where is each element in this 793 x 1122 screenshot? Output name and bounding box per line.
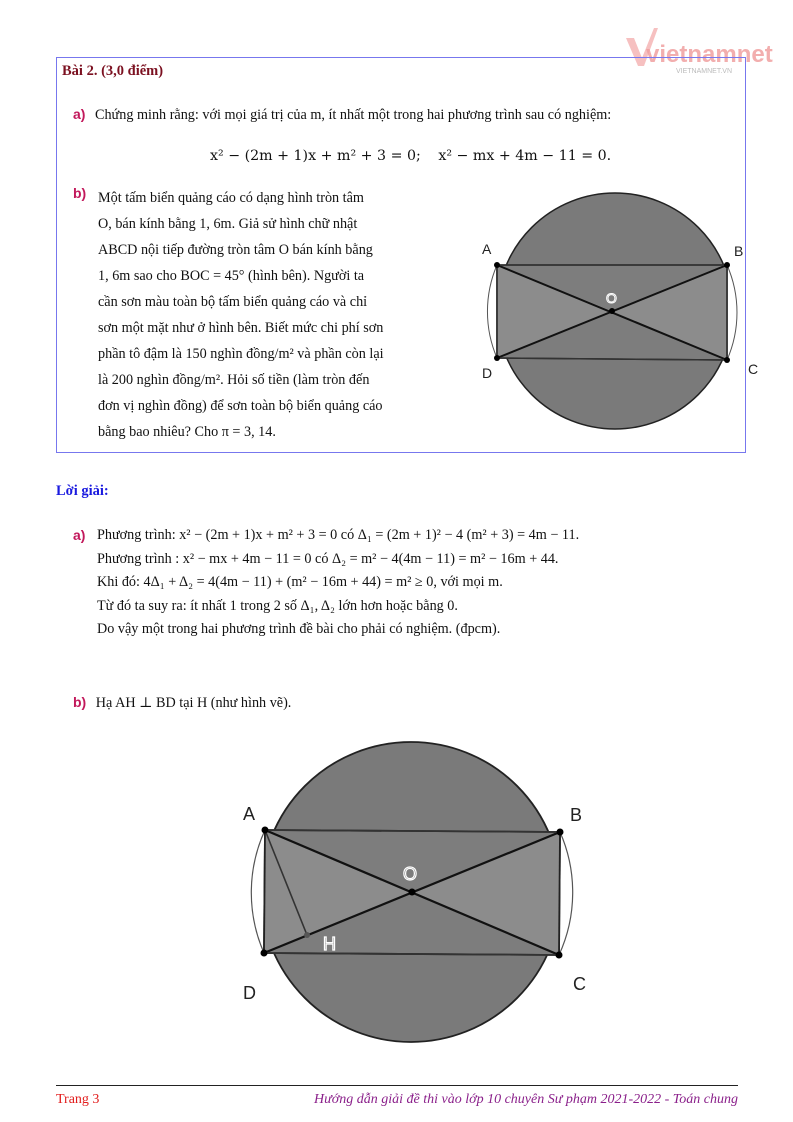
solution-figure: [230, 720, 610, 1060]
part-a-text: Chứng minh rằng: với mọi giá trị của m, ít nhất một trong hai phương trình sau có nghiệm:: [95, 107, 612, 123]
part-a-label: a): [73, 106, 86, 122]
label-o: O: [606, 290, 617, 306]
part-b-line: phần tô đậm là 150 nghìn đồng/m² và phần còn lại: [98, 346, 384, 362]
point-d: [494, 355, 500, 361]
problem-equations: [210, 148, 611, 165]
point-o: [409, 889, 416, 896]
label-a: A: [243, 804, 256, 824]
footer-divider: [56, 1085, 738, 1086]
solution-line: Từ đó ta suy ra: ít nhất 1 trong 2 số Δ₁, Δ₂ lớn hơn hoặc bằng 0.: [97, 597, 458, 614]
solution-line: Phương trình : x² − mx + 4m − 11 = 0 có Δ₂ = m² − 4(4m − 11) = m² − 16m + 44.: [97, 550, 559, 567]
part-b-line: Một tấm biển quảng cáo có dạng hình tròn tâm: [98, 190, 364, 206]
point-o: [609, 308, 615, 314]
part-b-line: đơn vị nghìn đồng) để sơn toàn bộ biển quảng cáo: [98, 398, 383, 414]
part-b-label: b): [73, 185, 87, 201]
part-b-line: O, bán kính bằng 1, 6m. Giả sử hình chữ nhật: [98, 216, 358, 232]
problem-title: Bài 2. (3,0 điểm): [62, 63, 164, 79]
solution-part-b: [73, 694, 291, 712]
logo-text: vietnamnet: [646, 41, 773, 68]
problem-figure: [470, 180, 760, 460]
solution-line: Phương trình: x² − (2m + 1)x + m² + 3 = 0 có Δ₁ = (2m + 1)² − 4 (m² + 3) = 4m − 11.: [97, 527, 580, 543]
point-d: [261, 950, 268, 957]
solution-title: Lời giải:: [56, 483, 109, 499]
label-b: B: [734, 243, 744, 259]
footer-title: Hướng dẫn giải đề thi vào lớp 10 chuyên Sư phạm 2021-2022 - Toán chung: [314, 1092, 738, 1107]
point-h: [304, 932, 310, 938]
label-d: D: [243, 983, 256, 1003]
label-h: H: [323, 934, 336, 954]
right-arc-segment: [559, 832, 573, 955]
solution-part-b-label: b): [73, 694, 87, 710]
point-b: [557, 829, 564, 836]
solution-line: Do vậy một trong hai phương trình đề bài cho phải có nghiệm. (đpcm).: [97, 621, 501, 637]
part-b-text: [98, 185, 443, 445]
solution-part-b-text: Hạ AH ⊥ BD tại H (như hình vẽ).: [95, 695, 292, 711]
equation-2: x² − mx + 4m − 11 = 0.: [438, 148, 612, 164]
label-c: C: [573, 974, 586, 994]
label-d: D: [482, 365, 493, 381]
part-b-line: 1, 6m sao cho BOC = 45° (hình bên). Người ta: [98, 268, 365, 284]
label-a: A: [482, 241, 492, 257]
part-b-line: sơn một mặt như ở hình bên. Biết mức chi phí sơn: [98, 320, 384, 336]
point-a: [494, 262, 500, 268]
label-c: C: [748, 361, 759, 377]
equation-1: x² − (2m + 1)x + m² + 3 = 0;: [210, 148, 421, 164]
problem-part-a: [73, 106, 611, 124]
part-b-line: cần sơn màu toàn bộ tấm biển quảng cáo và chỉ: [98, 294, 368, 310]
label-o: O: [403, 864, 418, 884]
left-arc-segment: [487, 265, 497, 358]
point-b: [724, 262, 730, 268]
solution-part-a-label: a): [73, 527, 86, 543]
left-arc-segment: [251, 830, 265, 953]
label-b: B: [570, 805, 583, 825]
part-b-line: bằng bao nhiêu? Cho π = 3, 14.: [98, 424, 276, 440]
right-arc-segment: [727, 265, 737, 360]
part-b-line: là 200 nghìn đồng/m². Hỏi số tiền (làm tròn đến: [98, 372, 370, 388]
part-b-line: ABCD nội tiếp đường tròn tâm O bán kính bằng: [98, 242, 373, 258]
point-a: [262, 827, 269, 834]
logo-subtext: VIETNAMNET.VN: [676, 68, 733, 75]
footer-page-number: Trang 3: [56, 1092, 100, 1107]
point-c: [724, 357, 730, 363]
solution-line: Khi đó: 4Δ₁ + Δ₂ = 4(4m − 11) + (m² − 16m + 44) = m² ≥ 0, với mọi m.: [97, 574, 503, 590]
point-c: [556, 952, 563, 959]
